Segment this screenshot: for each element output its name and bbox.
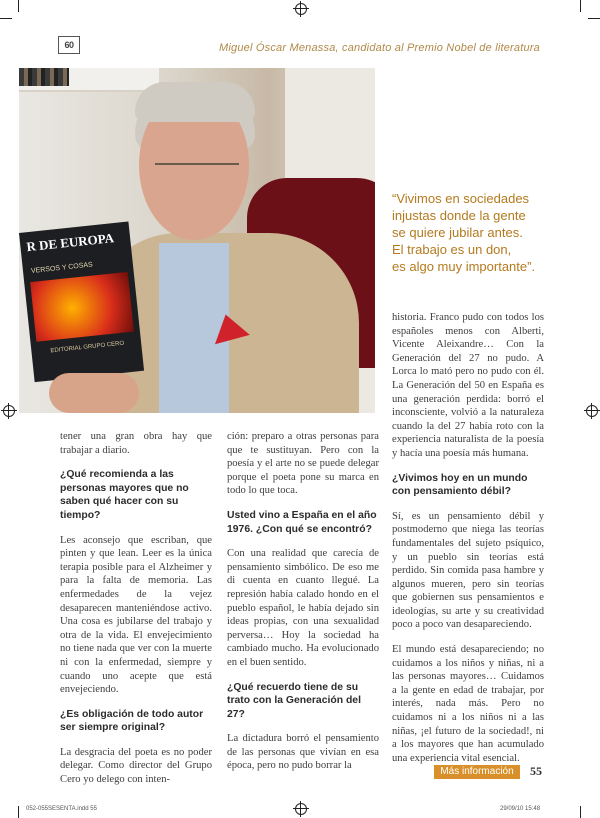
body-paragraph: Con una realidad que carecía de pensamiento simbólico. De eso me di cuenta en cuanto llegué. La represión había calado hondo en el pueblo español, le había dejado sin ideas propias, con una sexualidad perversa… Hoy la sociedad ha cambiado mucho. Ha evolucionado en el buen sentido. <box>227 548 379 668</box>
body-paragraph: Sí, es un pensamiento débil y postmoderno que niega las teorías fundamentales del sujeto psíquico, y un pueblo sin teorías está perdido. Sin comida pasa hambre y algunos mueren, pero sin teorías que gobiernen sus pensamientos e ideologías, su arte y su creatividad poco a poco van desapareciendo. <box>392 510 544 631</box>
body-paragraph: El mundo está desapareciendo; no cuidamos a los niños y niñas, ni a las personas mayores… Cuidamos a la gente en edad de trabajar, por interés, nada más. Pero no cuidamos ni a los niños ni a las niñas, ¡el futuro de la sociedad!, ni a los mayores que han acumulado una experiencia vital esencial. <box>392 644 544 764</box>
pull-quote-line: es algo muy importante”. <box>392 259 536 274</box>
crop-mark <box>18 0 19 12</box>
text-column-3 <box>392 311 544 776</box>
crop-mark <box>18 806 19 818</box>
glasses-icon <box>155 163 239 185</box>
more-info-badge: Más información <box>434 765 520 779</box>
body-paragraph: ción: preparo a otras personas para que te sustituyan. Pero con la poesía y el arte no se puede delegar porque el poeta pone su marca en todo lo que toca. <box>227 431 379 497</box>
text-column-2 <box>227 430 379 784</box>
page-number: 55 <box>530 764 542 778</box>
pull-quote <box>392 190 562 275</box>
bookshelf <box>19 68 159 92</box>
print-slug-file: 052-055SESENTA.indd 55 <box>26 806 97 812</box>
pull-quote-line: se quiere jubilar antes. <box>392 225 523 240</box>
interview-question: ¿Qué recuerdo tiene de su trato con la Generación del 27? <box>227 681 361 720</box>
body-paragraph: Les aconsejo que escriban, que pinten y que lean. Leer es la única terapia posible para el Alzheimer y para la falta de memoria. Las enfermedades de la vejez desaparecen manteniéndose activo. Una cosa es jubilarse del trabajo y otra de la vida. El envejecimiento no tiene nada que ver con la muerte ni con la enfermedad, siempre y cuando uno acepte que está envejeciendo. <box>60 534 212 696</box>
held-book <box>19 222 144 383</box>
book-publisher: EDITORIAL GRUPO CERO <box>50 340 125 355</box>
interview-question: ¿Vivimos hoy en un mundo con pensamiento débil? <box>392 472 528 498</box>
interview-question: ¿Es obligación de todo autor ser siempre original? <box>60 708 204 734</box>
body-paragraph: La desgracia del poeta es no poder delegar. Como director del Grupo Cero yo delego con inten- <box>60 746 212 786</box>
body-paragraph: La dictadura borró el pensamiento de las personas que vivían en esa época, pero no pudo borrar la <box>227 733 379 772</box>
interview-question: ¿Qué recomienda a las personas mayores que no saben qué hacer con su tiempo? <box>60 469 189 521</box>
crop-mark <box>0 18 12 19</box>
crop-mark <box>580 806 581 818</box>
author-photo <box>19 68 375 413</box>
book-cover-art <box>30 272 134 342</box>
registration-mark-icon <box>3 405 15 417</box>
registration-mark-icon <box>586 405 598 417</box>
registration-mark-icon <box>295 803 307 815</box>
magazine-logo: 60 <box>58 36 80 54</box>
pull-quote-line: El trabajo es un don, <box>392 242 512 257</box>
crop-mark <box>580 0 581 12</box>
interview-question: Usted vino a España en el año 1976. ¿Con qué se encontró? <box>227 509 377 535</box>
registration-mark-icon <box>295 3 307 15</box>
pull-quote-line: “Vivimos en sociedades <box>392 191 530 206</box>
running-header: Miguel Óscar Menassa, candidato al Premio Nobel de literatura <box>219 42 540 54</box>
text-column-1 <box>60 430 212 798</box>
body-paragraph: tener una gran obra hay que trabajar a diario. <box>60 431 212 456</box>
body-paragraph: historia. Franco pudo con todos los españoles menos con Alberti, Vicente Aleixandre… Con la Generación del 27 no pudo. A Lorca lo mató pero no pudo con él. La Generación del 50 en España es una generación perdida: borró el inconsciente, volvió a la naturaleza cuando la del 27 había roto con la experiencia naturalista de la poesía y hacía una poesía más humana. <box>392 312 544 459</box>
pull-quote-line: injustas donde la gente <box>392 208 526 223</box>
book-subtitle: VERSOS Y COSAS <box>30 261 94 275</box>
hand <box>49 373 139 413</box>
book-title: R DE EUROPA <box>25 230 115 255</box>
crop-mark <box>588 18 600 19</box>
print-slug-date: 29/09/10 15:48 <box>500 806 541 812</box>
